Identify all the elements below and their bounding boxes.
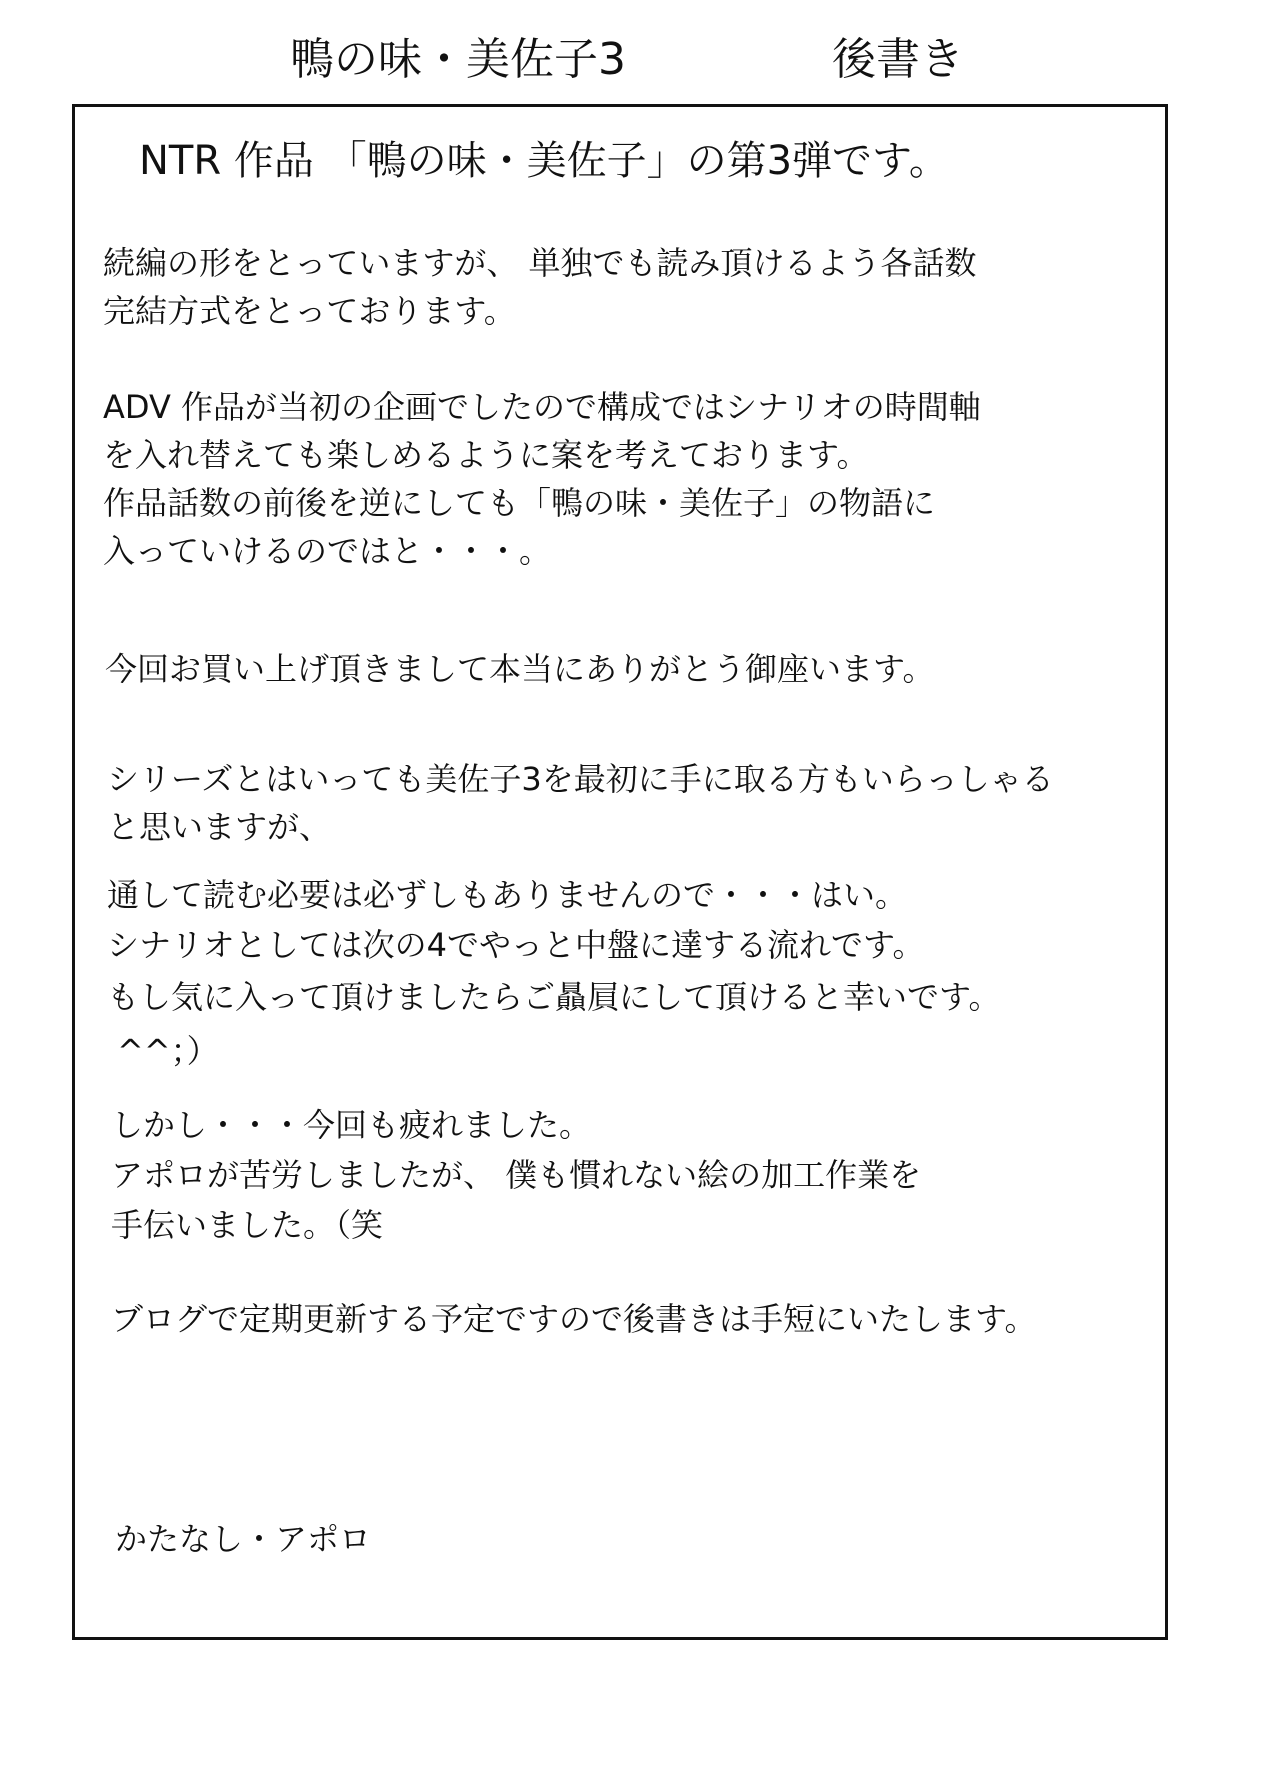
signature: かたなし・アポロ [115,1520,372,1558]
paragraph-5-line-2: シナリオとしては次の4でやっと中盤に達する流れです。 [107,926,925,964]
paragraph-6-line-3: 手伝いました。（笑 [111,1206,384,1244]
paragraph-4-line-1: シリーズとはいっても美佐子3を最初に手に取る方もいらっしゃる [107,760,1054,798]
work-title: 鴨の味・美佐子3 [290,34,626,85]
paragraph-1-line-1: 続編の形をとっていますが、 単独でも読み頂けるよう各話数 [103,244,977,282]
paragraph-6-line-1: しかし・・・今回も疲れました。 [111,1106,592,1144]
paragraph-5-line-1: 通して読む必要は必ずしもありませんので・・・はい。 [107,876,908,914]
afterword-frame [72,104,1168,1640]
paragraph-2-line-2: を入れ替えても楽しめるように案を考えております。 [103,436,869,474]
paragraph-3-line-1: 今回お買い上げ頂きまして本当にありがとう御座います。 [105,650,935,688]
paragraph-4-line-2: と思いますが、 [107,808,332,846]
paragraph-1-line-2: 完結方式をとっております。 [103,292,516,330]
paragraph-2-line-4: 入っていけるのではと・・・。 [103,532,552,570]
paragraph-2-line-1: ADV 作品が当初の企画でしたので構成ではシナリオの時間軸 [103,388,981,426]
paragraph-7-line-1: ブログで定期更新する予定ですので後書きは手短にいたします。 [111,1300,1037,1338]
paragraph-5-line-3: もし気に入って頂けましたらご贔屓にして頂けると幸いです。 [107,978,1001,1016]
lead-line: NTR 作品 「鴨の味・美佐子」の第3弾です。 [139,138,949,184]
page-header [0,30,1280,90]
paragraph-6-line-2: アポロが苦労しましたが、 僕も慣れない絵の加工作業を [111,1156,922,1194]
paragraph-5-line-4: ^^；） [117,1032,219,1070]
paragraph-2-line-3: 作品話数の前後を逆にしても「鴨の味・美佐子」の物語に [103,484,936,522]
afterword-heading: 後書き [832,34,964,85]
